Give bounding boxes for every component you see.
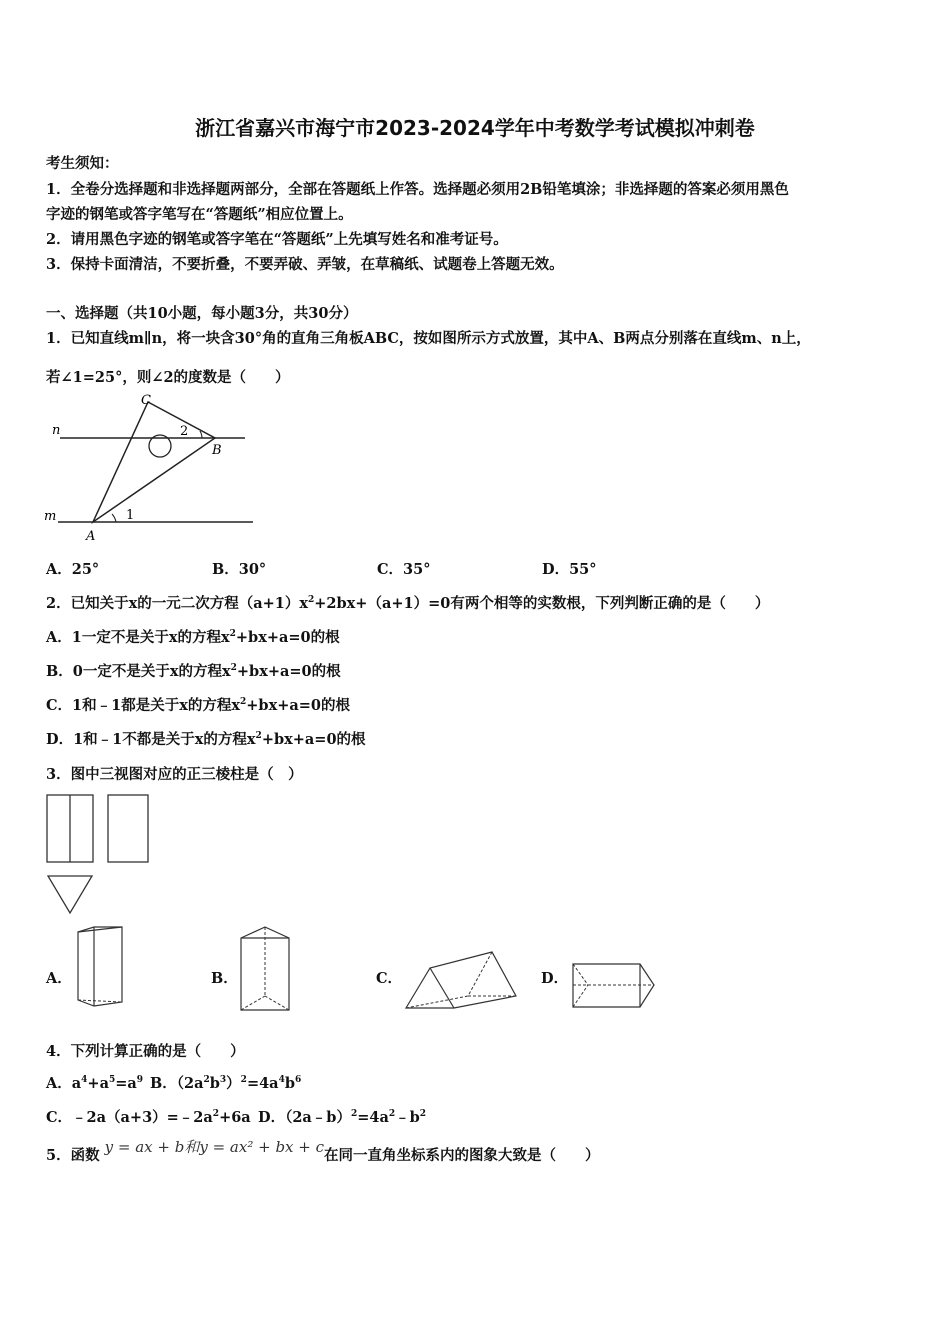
label-n: n [52,423,61,438]
q1-figure [40,388,260,546]
page-title: 浙江省嘉兴市海宁市2023-2024学年中考数学考试模拟冲刺卷 [195,116,755,140]
angle-2-arc [200,431,202,438]
q2-option-d[interactable]: D．1和﹣1不都是关于x的方程$x^2+bx+a=0$的根 [46,731,366,748]
label-a: A [86,529,96,544]
q3-option-a-prism[interactable] [72,924,128,1014]
q4-stem: 4．下列计算正确的是（ ） [46,1043,245,1060]
q3-option-c-label[interactable]: C． [376,970,403,987]
label-b: B [212,443,222,458]
q2-option-c[interactable]: C．1和﹣1都是关于x的方程$x^2+bx+a=0$的根 [46,697,350,714]
q3-option-b-label[interactable]: B． [211,970,238,987]
notice-item-3: 3．保持卡面清洁，不要折叠，不要弄破、弄皱，在草稿纸、试题卷上答题无效。 [46,256,564,273]
label-angle-1: 1 [126,508,135,523]
label-angle-2: 2 [180,424,189,439]
section-heading: 一、选择题（共10小题，每小题3分，共30分） [46,305,358,322]
q3-option-d-label[interactable]: D． [541,970,569,987]
notice-item-2: 2．请用黑色字迹的钢笔或答字笔在“答题纸”上先填写姓名和准考证号。 [46,231,508,248]
q1-option-b[interactable]: B．30° [212,561,267,578]
q1-stem-line1: 1．已知直线m∥n，将一块含30°角的直角三角板ABC，按如图所示方式放置，其中A、B两点分别落在直线m、n上， [46,330,811,347]
q1-stem-line2: 若∠1=25°，则∠2的度数是（ ） [46,369,290,386]
q5-formula: y = ax + b和y = ax² + bx + c [104,1138,325,1156]
q3-option-d-prism[interactable] [568,958,658,1014]
top-view [48,876,92,913]
q1-option-a[interactable]: A．25° [46,561,100,578]
q3-option-c-prism[interactable] [402,944,520,1014]
q1-option-c[interactable]: C．35° [377,561,431,578]
q1-option-d[interactable]: D．55° [542,561,597,578]
q4-option-d[interactable]: D．$(2a﹣b)^2=4a^2﹣b^2$ [258,1109,427,1126]
notice-item-1: 1．全卷分选择题和非选择题两部分，全部在答题纸上作答。选择题必须用2B铅笔填涂；非选择题的答案必须用黑色 [46,181,789,198]
q3-option-a-label[interactable]: A． [46,970,72,987]
q4-option-c[interactable]: C．$﹣2a(a+3)=﹣2a^2+6a$ [46,1109,251,1126]
q3-option-b-prism[interactable] [237,924,293,1016]
triangle-abc [93,402,215,522]
q2-option-b[interactable]: B．0一定不是关于x的方程$x^2+bx+a=0$的根 [46,663,341,680]
q4-option-b[interactable]: B．$(2a^2b^3)^2=4a^4b^6$ [150,1075,302,1092]
q2-option-a[interactable]: A．1一定不是关于x的方程$x^2+bx+a=0$的根 [46,629,340,646]
notice-heading: 考生须知： [46,155,119,172]
notice-item-1-cont: 字迹的钢笔或答字笔写在“答题纸”相应位置上。 [46,206,353,223]
q3-stem: 3．图中三视图对应的正三棱柱是（ ） [46,766,303,783]
q4-option-a[interactable]: A．$a^4+a^5=a^9$ [46,1075,144,1092]
label-m: m [44,509,57,524]
angle-1-arc [112,514,116,522]
side-view [108,795,148,862]
q3-three-views [44,792,154,918]
label-c: C [141,393,151,408]
q2-stem: 2．已知关于x的一元二次方程$(a+1)x^2+2bx+(a+1)=0$有两个相等的实数根，下列判断正确的是（ ） [46,595,770,612]
q5-stem: 5．函数 y = ax + b和y = ax² + bx + c在同一直角坐标系内的图象大致是（ ） [46,1138,600,1164]
